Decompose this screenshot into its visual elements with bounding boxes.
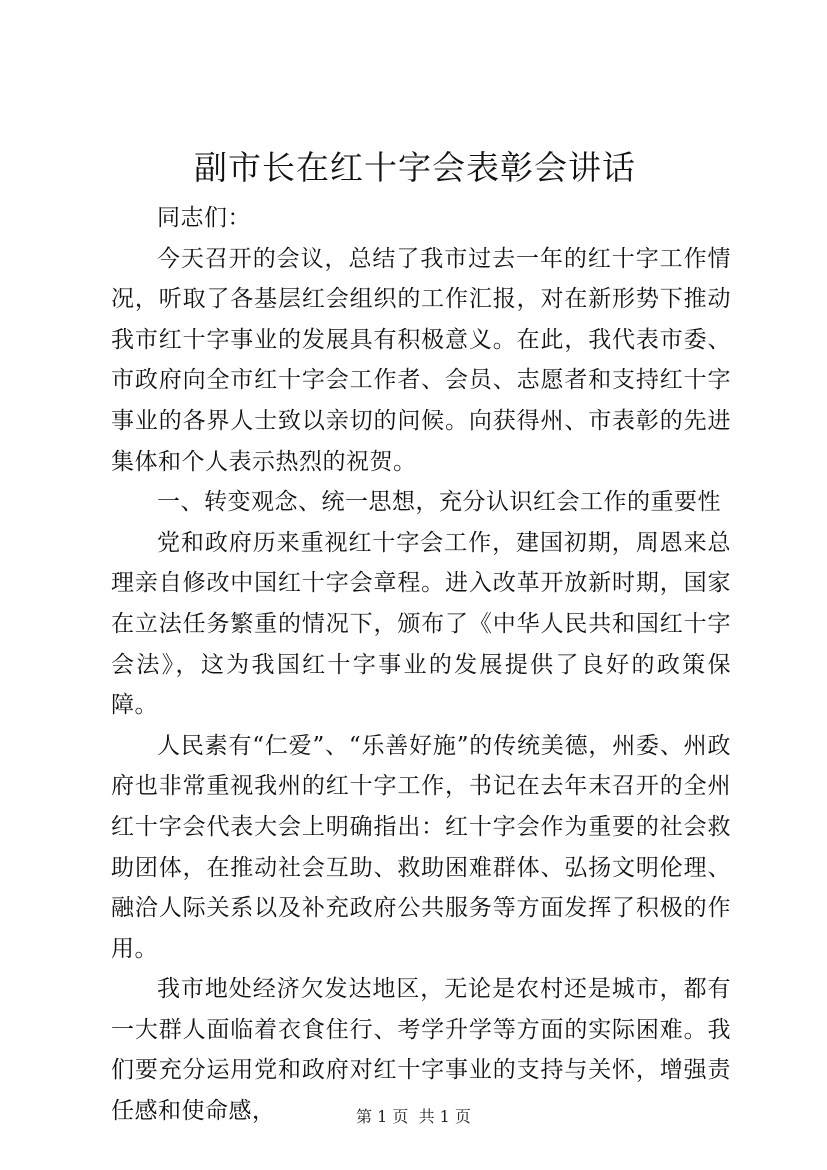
page-number-label: 第 1 页 共 1 页	[356, 1107, 471, 1126]
body-paragraph: 人民素有“仁爱”、“乐善好施”的传统美德，州委、州政府也非常重视我州的红十字工作，书记在去年末召开的全州红十字会代表大会上明确指出：红十字会作为重要的社会救助团体，在推动社会互助、救助困难群体、弘扬文明伦理、融洽人际关系以及补充政府公共服务等方面发挥了积极的作用。	[111, 732, 731, 962]
section-heading: 一、转变观念、统一思想，充分认识红会工作的重要性	[157, 489, 721, 516]
salutation-paragraph: 同志们：	[157, 205, 251, 231]
body-paragraph: 我市地处经济欠发达地区，无论是农村还是城市，都有一大群人面临着衣食住行、考学升学等方面的实际困难。我们要充分运用党和政府对红十字事业的支持与关怀，增强责任感和使命感，	[111, 976, 731, 1125]
document-title: 副市长在红十字会表彰会讲话	[194, 148, 636, 187]
body-paragraph: 今天召开的会议，总结了我市过去一年的红十字工作情况，听取了各基层红会组织的工作汇报，对在新形势下推动我市红十字事业的发展具有积极意义。在此，我代表市委、市政府向全市红十字会工作者、会员、志愿者和支持红十字事业的各界人士致以亲切的问候。向获得州、市表彰的先进集体和个人表示热烈的祝贺。	[111, 245, 731, 475]
document-body	[111, 198, 731, 1132]
page-footer	[0, 1106, 827, 1128]
body-paragraph: 党和政府历来重视红十字会工作，建国初期，周恩来总理亲自修改中国红十字会章程。进入改革开放新时期，国家在立法任务繁重的情况下，颁布了《中华人民共和国红十字会法》，这为我国红十字事业的发展提供了良好的政策保障。	[111, 529, 731, 719]
